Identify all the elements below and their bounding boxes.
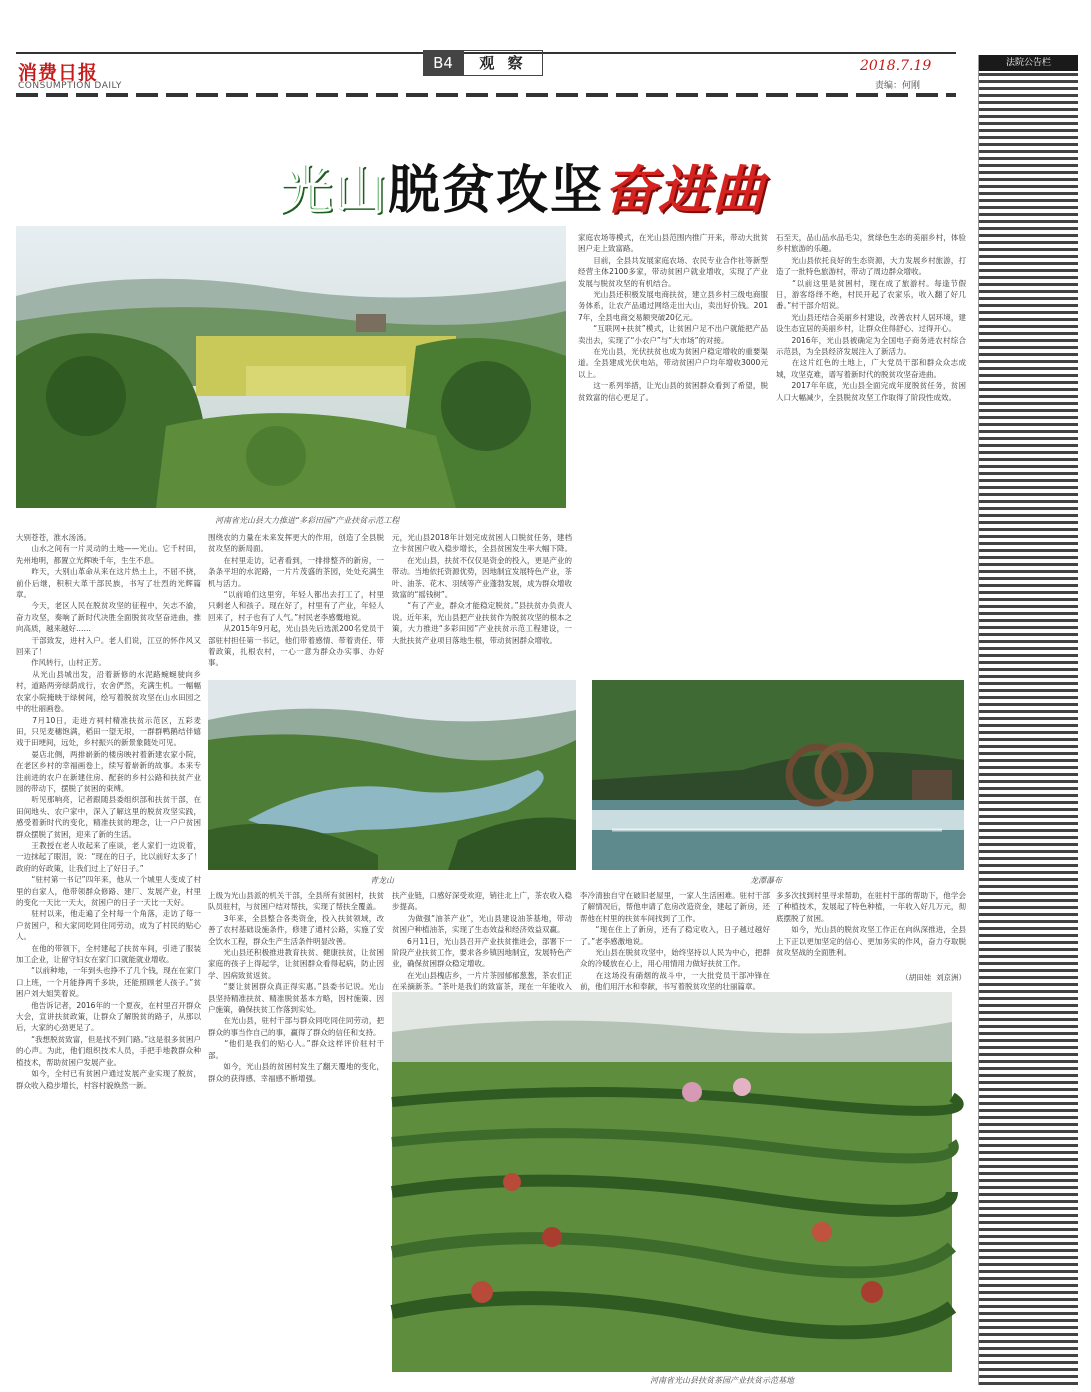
page-number-badge: B4 — [423, 50, 463, 76]
photo-countryside — [16, 226, 566, 508]
headline-part-2: 脱贫攻坚 — [388, 161, 605, 221]
newspaper-logo-en: CONSUMPTION DAILY — [18, 81, 122, 91]
headline — [280, 148, 766, 223]
article-column-7: 扶产业链，口感好深受欢迎，销往北上广，茶农收入稳步提高。 为做强“油茶产业”，光山县建设油茶基地，带动贫困户种植油茶，实现了生态效益和经济效益双赢。 6月11日，光山县召开产业扶贫推进会，部署下一阶段产业扶贫工作，要求各乡镇因地制宜，发展特色产业，确保贫困群众稳定增收。 在光山县槐店乡，一片片茶园郁郁葱葱，茶农们正在采摘新茶。“茶叶是我们的致富茶，现在一年能收入 — [392, 891, 572, 992]
issue-date: 2018.7.19 — [860, 58, 932, 74]
photo-tea-garden — [392, 992, 952, 1372]
court-notice-title: 法院公告栏 — [979, 55, 1078, 71]
caption-tea-garden: 河南省光山县扶贫茶园产业扶贫示范基地 — [650, 1376, 794, 1385]
court-notice-sidebar — [978, 55, 1078, 1385]
caption-waterwheel: 龙潭瀑布 — [750, 876, 782, 885]
newspaper-logo: 消费日报 — [18, 62, 99, 84]
section-label: 观 察 — [463, 50, 543, 76]
article-column-1: 大别苍苍，淮水汤汤。 山水之间有一片灵动的土地——光山。它千村田，先州地明，都置立光辉映千年，生生不息。 昨天，大别山革命从来在这片热土上，不屈不挠，前仆后继，积积大革干部民族，书写了壮烈的光辉篇章。 今天，老区人民在脱贫攻坚的征程中，矢志不渝，奋力攻坚，奏响了新时代决胜全面脱贫攻坚奋进曲，推向高质，越来越好…… 干部致发，进村入户。老人们说，江豆的怀作风又回来了！ 作风转行，山村正芳。 从光山县城出发，沿着新修的水泥路蜿蜒驶向乡村，道路两旁绿荫成行，农舍俨然，充满生机。一幅幅农家小院掩映于绿树间，绘写着脱贫攻坚在山水田园之中的壮丽画卷。 7月10日，走进方祠村精准扶贫示范区，五彩麦田，只见麦穗饱满，稻田一望无垠，一群群鸭鹅结伴嬉戏于田埂间，远处，乡村振兴的新景象随处可见。 晏店北侧，两排崭新的楼房映衬着新建农家小院，在老区乡村的幸福画卷上，续写着崭新的故事。本来专注前进的农户在新建住房、配套的乡村公路和扶贫产业园的带动下，摆脱了贫困的束缚。 听见那响亮，记者跟随县委组织部和扶贫干部，在田间地头、农户家中，深入了解这里的脱贫攻坚实践，感受着新时代的变化，精准扶贫的理念，让一户户贫困群众摆脱了贫困，迎来了新的生活。 王教授在老人收起来了座谈，老人家们一边说着，一边抹起了眼泪，说：“现在的日子，比以前好太多了！政府的好政策，让我们过上了好日子。” “驻村第一书记”四年来，他从一个城里人变成了村里的自家人，他带领群众修路、建厂、发展产业，村里的变化一天比一天大，贫困户的日子一天比一天好。 驻村以来，他走遍了全村每一个角落，走访了每一户贫困户，和大家同吃同住同劳动，成为了村民的贴心人。 在他的带领下，全村建起了扶贫车间，引进了服装加工企业，让留守妇女在家门口就能就业增收。 “以前种地，一年到头也挣不了几个钱，现在在家门口上班，一个月能挣两千多块，还能照顾老人孩子。”贫困户刘大姐笑着说。 他告诉记者，2016年的一个夏夜，在村里召开群众大会，宣讲扶贫政策，让群众了解脱贫的路子，从那以后，大家的心劲更足了。 “我想脱贫致富，但是找不到门路。”这是很多贫困户的心声。为此，他们组织技术人员，手把手地教群众种植技术，帮助贫困户发展产业。 如今，全村已有贫困户通过发展产业实现了脱贫，群众收入稳步增长，村容村貌焕然一新。 — [16, 533, 201, 1090]
caption-countryside: 河南省光山县大力推进“多彩田园”产业扶贫示范工程 — [215, 516, 400, 525]
article-column-5: 石至天，品山品水品毛尖，赏绿色生态的美丽乡村，体验乡村旅游的乐趣。 光山县依托良好的生态资源，大力发展乡村旅游，打造了一批特色旅游村，带动了周边群众增收。 “以前这里是贫困村，现在成了旅游村。每逢节假日，游客络绎不绝，村民开起了农家乐，收入翻了好几番。”村干部介绍说。 光山县还结合美丽乡村建设，改善农村人居环境，建设生态宜居的美丽乡村，让群众住得舒心、过得开心。 2016年，光山县被确定为全国电子商务进农村综合示范县，为全县经济发展注入了新活力。 在这片红色的土地上，广大党员干部和群众众志成城，攻坚克难，谱写着新时代的脱贫攻坚奋进曲。 2017年年底，光山县全面完成年度脱贫任务，贫困人口大幅减少，全县脱贫攻坚工作取得了阶段性成效。 — [776, 233, 966, 402]
masthead-dashed-rule — [16, 93, 956, 97]
article-column-9: 多多次找到村里寻求帮助，在驻村干部的帮助下，他学会了种植技术，发展起了特色种植，一年收入好几万元，彻底摆脱了贫困。 如今，光山县的脱贫攻坚工作正在向纵深推进，全县上下正以更加坚定的信心、更加务实的作风，奋力夺取脱贫攻坚战的全面胜利。 — [776, 891, 966, 958]
photo-lake — [208, 680, 576, 870]
caption-lake: 青龙山 — [370, 876, 394, 885]
editor-credit: 责编：何刚 — [875, 81, 921, 91]
article-column-3: 元，光山县2018年计划完成贫困人口脱贫任务，建档立卡贫困户收入稳步增长，全县贫困发生率大幅下降。 在光山县，扶贫不仅仅是资金的投入，更是产业的带动。当地依托资源优势，因地制宜发展特色产业，茶叶、油茶、花木、羽绒等产业蓬勃发展，成为群众增收致富的“摇钱树”。 “有了产业，群众才能稳定脱贫。”县扶贫办负责人说。近年来，光山县把产业扶贫作为脱贫攻坚的根本之策，大力推进“多彩田园”产业扶贫示范工程建设，一大批扶贫产业项目落地生根，带动贫困群众增收。 — [392, 533, 572, 645]
article-column-6: 上级为光山县派的机关干部，全县所有贫困村，扶贫队员驻村，与贫困户结对帮扶，实现了帮扶全覆盖。 3年来，全县整合各类资金，投入扶贫领域，改善了农村基础设施条件，修建了通村公路，实施了安全饮水工程，群众生产生活条件明显改善。 光山县还积极推进教育扶贫、健康扶贫，让贫困家庭的孩子上得起学，让贫困群众看得起病，防止因学、因病致贫返贫。 “要让贫困群众真正得实惠。”县委书记说。光山县坚持精准扶贫、精准脱贫基本方略，因村施策、因户施策，确保扶贫工作落到实处。 在光山县，驻村干部与群众同吃同住同劳动，把群众的事当作自己的事，赢得了群众的信任和支持。 “他们是我们的贴心人。”群众这样评价驻村干部。 如今，光山县的贫困村发生了翻天覆地的变化，群众的获得感、幸福感不断增强。 — [208, 891, 384, 1083]
article-byline: （胡田娃 刘京洲） — [901, 973, 966, 982]
article-column-2: 围绕农的力量在未来发挥更大的作用，创造了全县脱贫攻坚的新局面。 在村里走访，记者看到，一排排整齐的新房，一条条平坦的水泥路，一片片茂盛的茶园，处处充满生机与活力。 “以前咱们这里穷，年轻人都出去打工了，村里只剩老人和孩子。现在好了，村里有了产业，年轻人回来了，村子也有了人气。”村民老李感慨地说。 从2015年9月起，光山县先后选派200名党员干部驻村担任第一书记，他们带着感情、带着责任、带着政策，扎根农村，一心一意为群众办实事、办好事。 — [208, 533, 384, 668]
headline-part-3: 奋进曲 — [604, 161, 767, 221]
article-column-8: 李冷清独自守在破旧老屋里，一家人生活困难。驻村干部了解情况后，帮他申请了危房改造资金，建起了新房，还帮他在村里的扶贫车间找到了工作。 “现在住上了新房，还有了稳定收入，日子越过越好了。”老李感激地说。 光山县在脱贫攻坚中，始终坚持以人民为中心，把群众的冷暖放在心上，用心用情用力做好扶贫工作。 在这场没有硝烟的战斗中，一大批党员干部冲锋在前，他们用汗水和奉献，书写着脱贫攻坚的壮丽篇章。 — [580, 891, 770, 992]
article-column-4: 家庭农场等模式，在光山县范围内推广开来，带动大批贫困户走上致富路。 目前，全县共发展家庭农场、农民专业合作社等新型经营主体2100多家，带动贫困户就业增收，实现了产业发展与脱贫攻坚的有机结合。 光山县还积极发展电商扶贫，建立县乡村三级电商服务体系，让农产品通过网络走出大山，卖出好价钱。2017年，全县电商交易额突破20亿元。 “互联网+扶贫”模式，让贫困户足不出户就能把产品卖出去，实现了“小农户”与“大市场”的对接。 在光山县，光伏扶贫也成为贫困户稳定增收的重要渠道。全县建成光伏电站，带动贫困户户均年增收3000元以上。 这一系列举措，让光山县的贫困群众看到了希望，脱贫致富的信心更足了。 — [578, 233, 768, 402]
headline-part-1: 光山 — [280, 161, 389, 221]
photo-waterwheel — [592, 680, 964, 870]
court-notice-text-block — [979, 71, 1078, 1385]
